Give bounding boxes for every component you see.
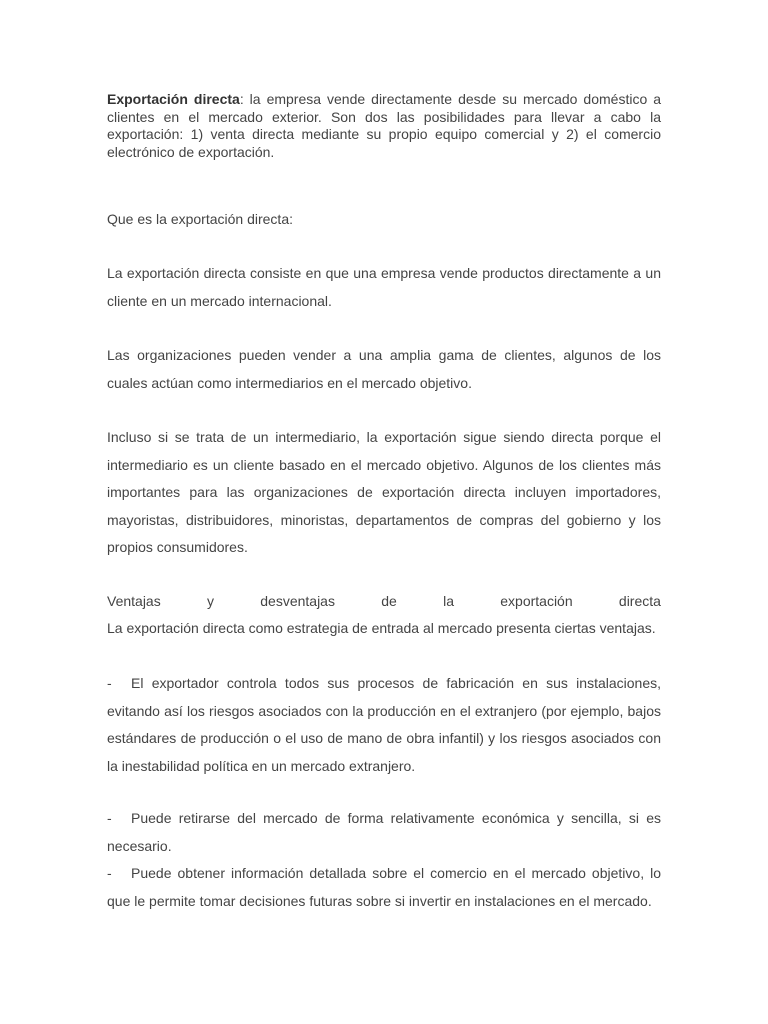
heading-word: directa (618, 593, 661, 609)
heading-word: de (381, 593, 397, 609)
question-line: Que es la exportación directa: (107, 211, 293, 227)
heading-word: desventajas (260, 593, 335, 609)
heading-word: exportación (500, 593, 573, 609)
bullet-item (107, 805, 661, 860)
intro-paragraph (107, 91, 661, 161)
paragraph-definition: La exportación directa consiste en que una empresa vende productos directamente a un cliente en un mercado internacional. (107, 265, 661, 309)
heading-word: Ventajas (107, 593, 161, 609)
heading-word: la (443, 593, 454, 609)
intro-bold-term: Exportación directa (107, 91, 240, 107)
heading-word: y (206, 593, 214, 609)
paragraph-intermediary: Incluso si se trata de un intermediario, la exportación sigue siendo directa porque el intermediario es un cliente basado en el mercado objetivo. Algunos de los clientes más importantes para las organizaciones de exportación directa incluyen importadores, mayoristas, distribuidores, minoristas, departamentos de compras del gobierno y los propios consumidores. (107, 429, 661, 555)
bullet-dash: - (107, 810, 112, 826)
bullet-text: Puede retirarse del mercado de forma relativamente económica y sencilla, si es necesario. (107, 810, 661, 854)
bullet-item (107, 670, 661, 780)
bullet-dash: - (107, 675, 112, 691)
paragraph-organizations: Las organizaciones pueden vender a una amplia gama de clientes, algunos de los cuales actúan como intermediarios en el mercado objetivo. (107, 347, 661, 391)
bullet-item (107, 860, 661, 915)
section-subtitle: La exportación directa como estrategia de entrada al mercado presenta ciertas ventajas. (107, 620, 656, 636)
section-heading (107, 588, 661, 616)
bullet-text: El exportador controla todos sus procesos de fabricación en sus instalaciones, evitando así los riesgos asociados con la producción en el extranjero (por ejemplo, bajos estándares de producción o el uso de mano de obra infantil) y los riesgos asociados con la inestabilidad política en un mercado extranjero. (107, 675, 661, 774)
bullet-dash: - (107, 865, 112, 881)
bullet-text: Puede obtener información detallada sobre el comercio en el mercado objetivo, lo que le permite tomar decisiones futuras sobre si invertir en instalaciones en el mercado. (107, 865, 661, 909)
intro-text: : la empresa vende directamente desde su mercado doméstico a clientes en el mercado exterior. Son dos las posibilidades para llevar a cabo la exportación: 1) venta directa mediante su propio equipo comercial y 2) el comercio electrónico de exportación. (107, 91, 661, 160)
